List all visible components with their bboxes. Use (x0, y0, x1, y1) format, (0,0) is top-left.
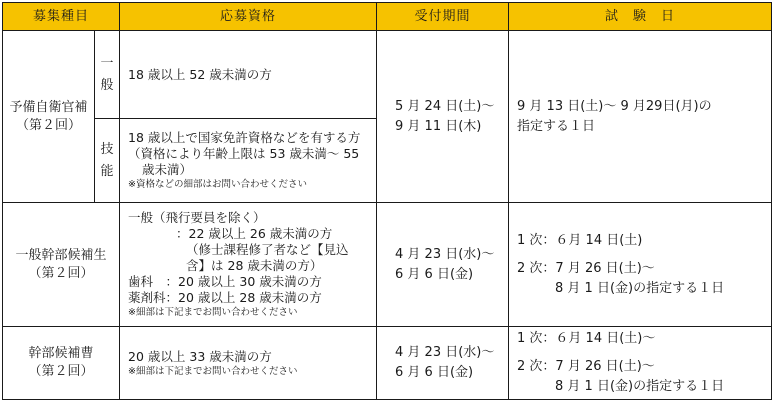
subtype-label-2: 能 (100, 163, 114, 179)
period-end: 6 月 6 日(金) (395, 266, 474, 282)
table-row-officer-candidate (3, 203, 772, 327)
subtype-general (95, 31, 120, 119)
period-cell (377, 31, 509, 203)
category-name: 予備自衛官補 (9, 99, 88, 115)
header-category: 募集種目 (3, 3, 120, 31)
header-row (3, 3, 772, 31)
qualification-note: ※資格などの細部はお問い合わせください (128, 179, 307, 190)
qualification-text: 20 歳以上 33 歳未満の方 (128, 348, 272, 364)
category-round: （第２回） (28, 364, 94, 379)
exam-line-2: 指定する１日 (517, 118, 596, 134)
period-end: 9 月 11 日(木) (395, 118, 482, 134)
exam-spacer (517, 349, 771, 357)
qualification-cell (120, 327, 377, 400)
exam-line-1: 1 次：６月 14 日(土) (517, 232, 643, 248)
recruitment-table (2, 2, 772, 400)
qualification-cell (120, 203, 377, 327)
qualification-text: 歳未満） (142, 162, 193, 177)
qualification-text: 18 歳以上で国家免許資格などを有する方 (128, 130, 361, 145)
period-start: 4 月 23 日(水)～ (395, 345, 495, 360)
exam-cell (509, 327, 772, 400)
header-qualification: 応募資格 (120, 3, 377, 31)
qualification-text: 歯科 ：20 歳以上 30 歳未満の方 (128, 274, 322, 289)
qualification-cell (120, 31, 377, 119)
header-exam-date: 試 験 日 (509, 3, 772, 31)
category-cell (3, 203, 120, 327)
exam-cell (509, 31, 772, 203)
period-cell (377, 203, 509, 327)
category-name: 幹部候補曹 (28, 346, 94, 361)
qualification-text: 薬剤科：20 歳以上 28 歳未満の方 (128, 290, 322, 305)
exam-line-2: 2 次：7 月 26 日(土)～ (517, 359, 655, 374)
qualification-cell (120, 119, 377, 203)
qualification-text: ：22 歳以上 26 歳未満の方 (176, 226, 333, 241)
exam-line-3: 8 月 1 日(金)の指定する１日 (555, 379, 725, 394)
exam-line-1: 1 次：６月 14 日(土)～ (517, 331, 656, 346)
category-round: （第２回） (28, 265, 94, 281)
subtype-label-2: 般 (100, 77, 114, 93)
period-start: 4 月 23 日(水)～ (395, 246, 495, 262)
qualification-text: 18 歳以上 52 歳未満の方 (128, 66, 272, 82)
period-cell (377, 327, 509, 400)
category-round: （第２回） (15, 117, 81, 133)
period-end: 6 月 6 日(金) (395, 365, 474, 380)
period-start: 5 月 24 日(土)～ (395, 98, 495, 114)
subtype-label-1: 一 (100, 55, 114, 71)
category-cell (3, 327, 120, 400)
exam-line-2: 2 次：7 月 26 日(土)～ (517, 260, 655, 276)
table-row-reserve-general (3, 31, 772, 119)
table-row-nco-candidate (3, 327, 772, 400)
exam-line-3: 8 月 1 日(金)の指定する１日 (555, 280, 725, 296)
category-name: 一般幹部候補生 (15, 247, 107, 263)
exam-line-1: 9 月 13 日(土)～ 9 月29日(月)の (517, 98, 712, 114)
qualification-note: ※細部は下記までお問い合わせください (128, 365, 298, 377)
qualification-text: （資格により年齢上限は 53 歳未満～ 55 (128, 146, 360, 161)
header-period: 受付期間 (377, 3, 509, 31)
qualification-text: （修士課程修了者など【見込 (186, 242, 349, 257)
exam-spacer (517, 251, 771, 259)
qualification-note: ※細部は下記までお問い合わせください (128, 307, 298, 318)
subtype-skill (95, 119, 120, 203)
qualification-text: 一般（飛行要員を除く） (128, 210, 266, 225)
subtype-label-1: 技 (100, 141, 114, 157)
exam-cell (509, 203, 772, 327)
qualification-text: 含】は 28 歳未満の方） (186, 258, 323, 273)
category-cell (3, 31, 95, 203)
